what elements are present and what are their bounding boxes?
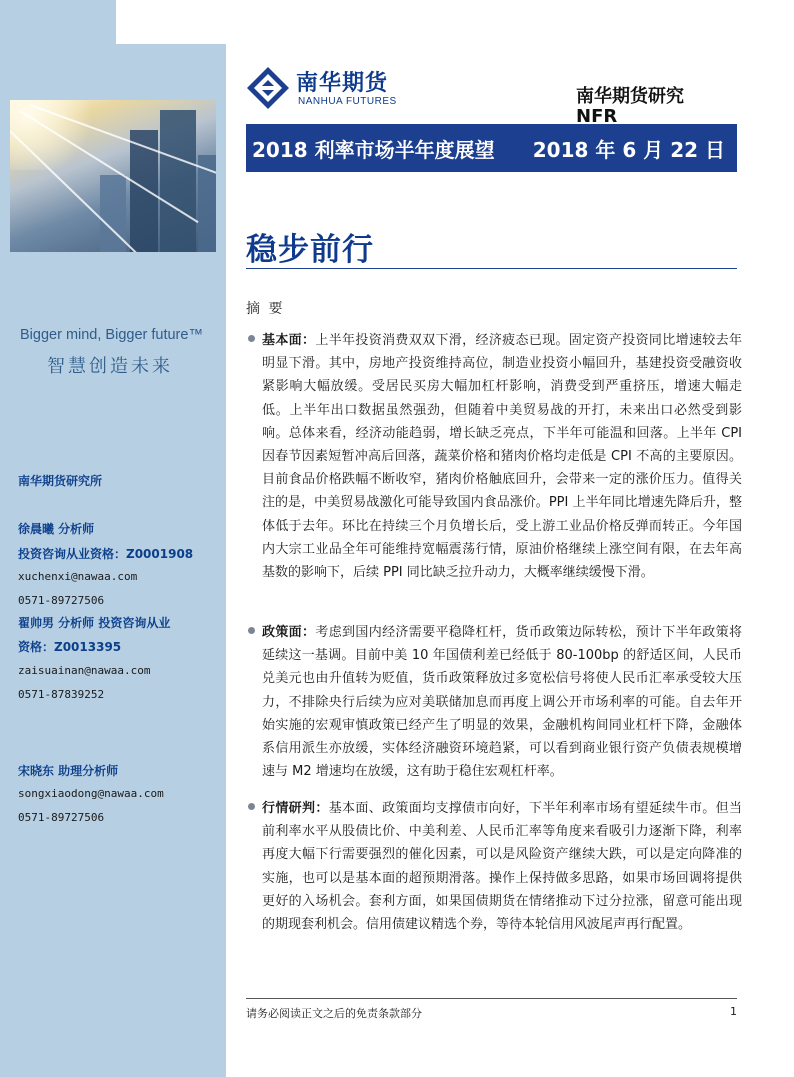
abstract-label: 摘 要 bbox=[246, 301, 285, 317]
section-market-outlook bbox=[246, 797, 742, 936]
clipped-label bbox=[576, 104, 656, 124]
analyst1-phone: 0571-89727506 bbox=[18, 594, 105, 607]
research-institute-title: 南华期货研究 bbox=[576, 86, 684, 107]
brand-name-cn: 南华期货 bbox=[296, 71, 389, 96]
slogan-english: Bigger mind, Bigger future™ bbox=[20, 327, 203, 343]
analyst1-email[interactable]: xuchenxi@nawaa.com bbox=[18, 570, 138, 583]
page-number: 1 bbox=[730, 1005, 737, 1018]
main-title: 稳步前行 bbox=[246, 232, 374, 268]
analyst2-phone: 0571-87839252 bbox=[18, 688, 105, 701]
analyst1-name: 徐晨曦 分析师 bbox=[18, 522, 95, 536]
institute-name: 南华期货研究所 bbox=[18, 474, 103, 488]
section-text: 考虑到国内经济需要平稳降杠杆，货币政策边际转松，预计下半年政策将延续这一基调。目前中美 10 年国债利差已经低于 80-100bp 的舒适区间，人民币兑美元也由升值转为贬值，货币政策释放过多宽松信号将使人民币汇率承受较大压力，不排除央行后续为应对美联储加息而再度上调公开市场利率的可能。自去年开始实施的宏观审慎政策已经产生了明显的效果，金融机构间同业杠杆下降，金融体系信用派生亦放缓，实体经济融资环境趋紧，可以看到商业银行资产负债表规模增速与 M2 增速均在放缓，这有助于稳住宏观杠杆率。 bbox=[262, 625, 742, 780]
section-paragraph bbox=[262, 797, 742, 936]
sunlight-glow bbox=[10, 100, 100, 170]
section-label: 基本面： bbox=[262, 333, 316, 348]
report-title: 2018 利率市场半年度展望 bbox=[252, 138, 495, 162]
bullet-icon bbox=[248, 627, 255, 634]
section-text: 基本面、政策面均支撑债市向好，下半年利率市场有望延续牛市。但当前利率水平从股债比价、中美利差、人民币汇率等角度来看吸引力逐渐下降，利率再度大幅下行需要强烈的催化因素，可以是风险资产继续大跌，可以是定向降准的实施，也可以是基本面的超预期滑落。操作上保持做多思路，如果市场回调将提供更好的入场机会。套利方面，如果国债期货在情绪推动下过分拉涨，留意可能出现的期现套利机会。信用债建议精选个券，等待本轮信用风波尾声再行配置。 bbox=[262, 801, 742, 933]
report-date: 2018 年 6 月 22 日 bbox=[532, 138, 725, 162]
section-paragraph bbox=[262, 621, 742, 783]
clipped-label-text: NFR bbox=[576, 106, 618, 124]
analyst3-phone: 0571-89727506 bbox=[18, 811, 105, 824]
bullet-icon bbox=[248, 803, 255, 810]
analyst2-cert: 资格：Z0013395 bbox=[18, 640, 122, 654]
cover-photo bbox=[10, 100, 216, 252]
slogan-chinese: 智慧创造未来 bbox=[47, 356, 173, 377]
analyst2-email[interactable]: zaisuainan@nawaa.com bbox=[18, 664, 151, 677]
nanhua-logo-icon bbox=[246, 66, 290, 110]
section-text: 上半年投资消费双双下滑，经济疲态已现。固定资产投资同比增速较去年明显下滑。其中，房地产投资维持高位，制造业投资小幅回升，基建投资受融资收紧影响大幅放缓。受居民买房大幅加杠杆影响，消费受到严重挤压，增速大幅走低。上半年出口数据虽然强劲，但随着中美贸易战的开打，未来出口必然受到影响。总体来看，经济动能趋弱，增长缺乏亮点，下半年可能温和回落。上半年 CPI 因春节因素短暂冲高后回落，蔬菜价格和猪肉价格均走低是 CPI 不高的主要原因。目前食品价格跌幅不断收窄，猪肉价格触底回升，会带来一定的涨价压力。值得关注的是，中美贸易战激化可能导致国内食品涨价。PPI 上半年同比增速先降后升，整体低于去年。环比在持续三个月负增长后，受上游工业品价格反弹而转正。今年国内大宗工业品全年可能维持宽幅震荡行情，原油价格继续上涨空间有限，在去年高基数的影响下，后续 PPI 同比缺乏拉升动力，大概率继续缓慢下滑。 bbox=[262, 333, 742, 581]
report-banner bbox=[246, 124, 737, 172]
analyst3-email[interactable]: songxiaodong@nawaa.com bbox=[18, 787, 164, 800]
section-fundamentals bbox=[246, 329, 742, 584]
footer-disclaimer: 请务必阅读正文之后的免责条款部分 bbox=[246, 1007, 422, 1020]
section-label: 行情研判： bbox=[262, 801, 329, 816]
section-policy bbox=[246, 621, 742, 783]
bullet-icon bbox=[248, 335, 255, 342]
footer-divider bbox=[246, 998, 737, 999]
analyst3-name: 宋晓东 助理分析师 bbox=[18, 764, 119, 778]
sidebar-top-gap bbox=[116, 0, 226, 44]
section-label: 政策面： bbox=[262, 625, 316, 640]
brand-name-en: NANHUA FUTURES bbox=[298, 96, 397, 107]
section-paragraph bbox=[262, 329, 742, 584]
building-shape bbox=[160, 110, 196, 252]
title-divider bbox=[246, 268, 737, 269]
analyst2-name: 翟帅男 分析师 投资咨询从业 bbox=[18, 616, 171, 630]
analyst1-cert: 投资咨询从业资格：Z0001908 bbox=[18, 547, 194, 561]
